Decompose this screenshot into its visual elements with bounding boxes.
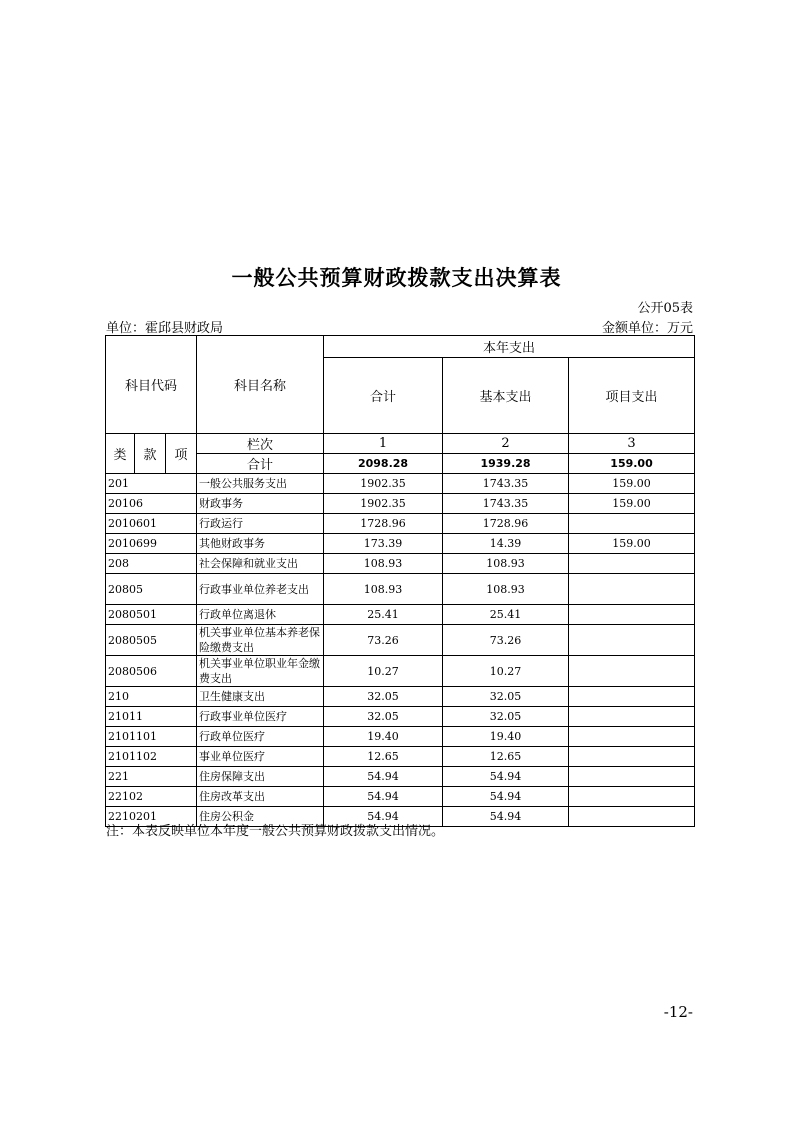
header-lei: 类	[106, 434, 135, 474]
row-total: 19.40	[324, 727, 443, 747]
column-index-2: 2	[443, 434, 569, 454]
row-code: 2010601	[106, 514, 197, 534]
row-project	[569, 707, 695, 727]
row-project	[569, 625, 695, 656]
row-name: 社会保障和就业支出	[197, 554, 324, 574]
expenditure-table	[105, 335, 695, 827]
row-code: 208	[106, 554, 197, 574]
table-row	[106, 687, 695, 707]
header-name: 科目名称	[197, 336, 324, 434]
header-project: 项目支出	[569, 358, 695, 434]
total-row-basic: 1939.28	[443, 454, 569, 474]
row-project	[569, 747, 695, 767]
row-project	[569, 656, 695, 687]
table-row	[106, 787, 695, 807]
total-row-project: 159.00	[569, 454, 695, 474]
row-name: 其他财政事务	[197, 534, 324, 554]
row-code: 2101102	[106, 747, 197, 767]
header-basic: 基本支出	[443, 358, 569, 434]
row-code: 20805	[106, 574, 197, 605]
row-basic: 54.94	[443, 767, 569, 787]
column-index-label: 栏次	[197, 434, 324, 454]
row-total: 12.65	[324, 747, 443, 767]
row-project	[569, 574, 695, 605]
row-name: 机关事业单位基本养老保险缴费支出	[197, 625, 324, 656]
table-note: 注：本表反映单位本年度一般公共预算财政拨款支出情况。	[106, 824, 445, 839]
row-code: 2210201	[106, 807, 197, 827]
row-total: 25.41	[324, 605, 443, 625]
row-name: 行政单位医疗	[197, 727, 324, 747]
table-row	[106, 727, 695, 747]
row-code: 2080506	[106, 656, 197, 687]
row-project	[569, 514, 695, 534]
row-code: 201	[106, 474, 197, 494]
row-basic: 10.27	[443, 656, 569, 687]
row-project	[569, 554, 695, 574]
row-total: 73.26	[324, 625, 443, 656]
row-total: 32.05	[324, 687, 443, 707]
row-basic: 32.05	[443, 687, 569, 707]
header-total: 合计	[324, 358, 443, 434]
row-name: 住房改革支出	[197, 787, 324, 807]
row-total: 108.93	[324, 554, 443, 574]
table-row	[106, 534, 695, 554]
page-title: 一般公共预算财政拨款支出决算表	[231, 266, 562, 290]
row-total: 1902.35	[324, 474, 443, 494]
table-row	[106, 625, 695, 656]
row-basic: 32.05	[443, 707, 569, 727]
table-row	[106, 707, 695, 727]
row-code: 22102	[106, 787, 197, 807]
row-total: 54.94	[324, 787, 443, 807]
page-number: -12-	[663, 1003, 693, 1021]
money-unit: 金额单位：万元	[601, 321, 693, 336]
header-kuan: 款	[135, 434, 166, 474]
row-name: 一般公共服务支出	[197, 474, 324, 494]
table-row	[106, 747, 695, 767]
form-number: 公开05表	[637, 301, 693, 316]
table-row	[106, 656, 695, 687]
row-code: 2101101	[106, 727, 197, 747]
row-project	[569, 687, 695, 707]
row-name: 住房公积金	[197, 807, 324, 827]
row-name: 机关事业单位职业年金缴费支出	[197, 656, 324, 687]
row-name: 住房保障支出	[197, 767, 324, 787]
row-name: 卫生健康支出	[197, 687, 324, 707]
row-total: 54.94	[324, 767, 443, 787]
row-basic: 25.41	[443, 605, 569, 625]
table-row	[106, 514, 695, 534]
row-basic: 19.40	[443, 727, 569, 747]
row-basic: 73.26	[443, 625, 569, 656]
row-total: 1728.96	[324, 514, 443, 534]
row-code: 2080505	[106, 625, 197, 656]
row-project: 159.00	[569, 534, 695, 554]
row-code: 2010699	[106, 534, 197, 554]
row-total: 54.94	[324, 807, 443, 827]
row-project: 159.00	[569, 494, 695, 514]
table-row	[106, 554, 695, 574]
row-project	[569, 787, 695, 807]
row-name: 行政事业单位养老支出	[197, 574, 324, 605]
column-index-1: 1	[324, 434, 443, 454]
row-basic: 1728.96	[443, 514, 569, 534]
row-basic: 12.65	[443, 747, 569, 767]
reporting-unit: 单位：霍邱县财政局	[106, 321, 224, 336]
row-basic: 108.93	[443, 554, 569, 574]
table-row	[106, 574, 695, 605]
row-total: 173.39	[324, 534, 443, 554]
row-name: 行政单位离退休	[197, 605, 324, 625]
row-project: 159.00	[569, 474, 695, 494]
table-row	[106, 605, 695, 625]
row-basic: 14.39	[443, 534, 569, 554]
row-name: 财政事务	[197, 494, 324, 514]
table-row	[106, 494, 695, 514]
header-code: 科目代码	[106, 336, 197, 434]
row-code: 2080501	[106, 605, 197, 625]
row-project	[569, 605, 695, 625]
row-code: 221	[106, 767, 197, 787]
row-code: 21011	[106, 707, 197, 727]
table-row	[106, 474, 695, 494]
table-row	[106, 767, 695, 787]
total-row-total: 2098.28	[324, 454, 443, 474]
row-name: 行政事业单位医疗	[197, 707, 324, 727]
row-project	[569, 767, 695, 787]
row-basic: 1743.35	[443, 474, 569, 494]
column-index-3: 3	[569, 434, 695, 454]
row-total: 10.27	[324, 656, 443, 687]
row-name: 行政运行	[197, 514, 324, 534]
row-project	[569, 727, 695, 747]
row-project	[569, 807, 695, 827]
row-name: 事业单位医疗	[197, 747, 324, 767]
row-total: 1902.35	[324, 494, 443, 514]
row-basic: 54.94	[443, 807, 569, 827]
row-total: 108.93	[324, 574, 443, 605]
header-current-year: 本年支出	[324, 336, 695, 358]
row-code: 20106	[106, 494, 197, 514]
row-total: 32.05	[324, 707, 443, 727]
header-xiang: 项	[166, 434, 197, 474]
row-code: 210	[106, 687, 197, 707]
row-basic: 1743.35	[443, 494, 569, 514]
row-basic: 54.94	[443, 787, 569, 807]
row-basic: 108.93	[443, 574, 569, 605]
total-row-label: 合计	[197, 454, 324, 474]
